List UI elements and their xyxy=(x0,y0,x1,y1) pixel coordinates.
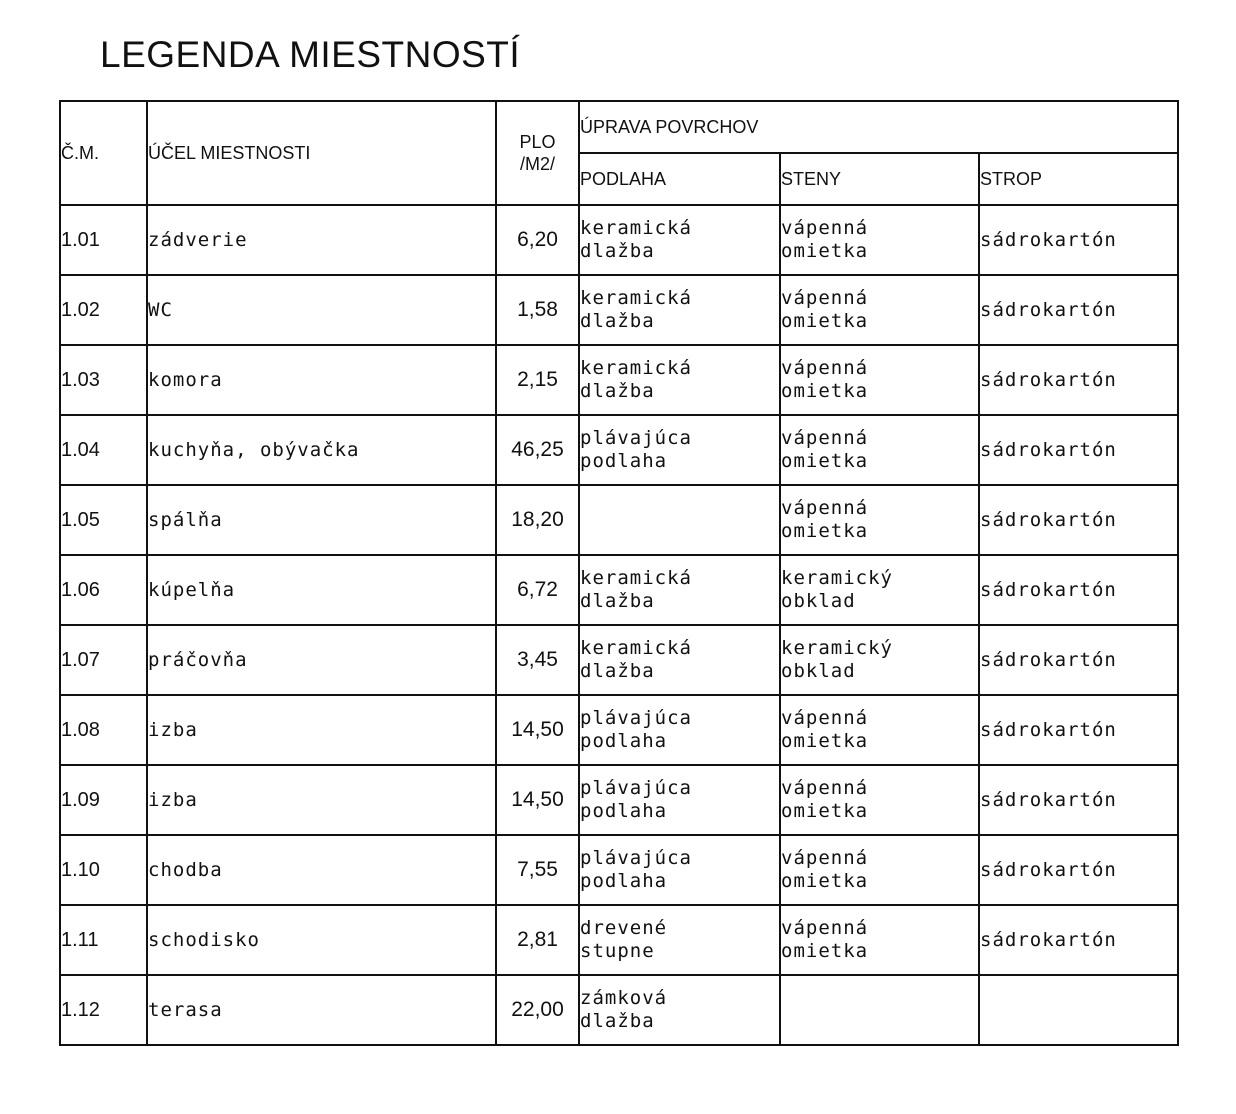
cell-walls xyxy=(780,975,979,1045)
cell-ceiling xyxy=(979,275,1178,345)
cell-area-text: 2,15 xyxy=(517,368,558,391)
cell-walls xyxy=(780,695,979,765)
cell-walls-text: omietka xyxy=(781,310,869,332)
cell-room-purpose-text: schodisko xyxy=(148,928,260,951)
cell-floor-text: stupne xyxy=(580,940,655,962)
cell-area xyxy=(496,345,579,415)
cell-walls xyxy=(780,345,979,415)
cell-walls xyxy=(780,275,979,345)
cell-floor-text: podlaha xyxy=(580,870,668,892)
cell-walls-text: omietka xyxy=(781,380,869,402)
cell-ceiling xyxy=(979,695,1178,765)
cell-area-text: 22,00 xyxy=(511,998,564,1021)
cell-ceiling-text: sádrokartón xyxy=(980,928,1117,951)
cell-room-number-text: 1.10 xyxy=(61,858,100,881)
cell-room-purpose xyxy=(147,275,496,345)
cell-ceiling xyxy=(979,975,1178,1045)
cell-room-purpose-text: kúpelňa xyxy=(148,578,236,601)
cell-walls-text: omietka xyxy=(781,870,869,892)
cell-room-number-text: 1.01 xyxy=(61,228,100,251)
cell-floor xyxy=(579,345,780,415)
cell-walls xyxy=(780,835,979,905)
cell-floor-text: keramická xyxy=(580,287,692,309)
cell-room-number xyxy=(60,905,147,975)
cell-room-purpose-text: komora xyxy=(148,368,223,391)
cell-room-number-text: 1.12 xyxy=(61,998,100,1021)
cell-room-purpose xyxy=(147,695,496,765)
cell-room-purpose-text: izba xyxy=(148,788,198,811)
cell-floor-text: plávajúca xyxy=(580,777,692,799)
cell-walls-text: obklad xyxy=(781,590,856,612)
cell-floor xyxy=(579,205,780,275)
cell-ceiling-text: sádrokartón xyxy=(980,578,1117,601)
cell-ceiling xyxy=(979,415,1178,485)
cell-area-text: 18,20 xyxy=(511,508,564,531)
cell-ceiling xyxy=(979,205,1178,275)
cell-room-number-text: 1.08 xyxy=(61,718,100,741)
cell-ceiling-text: sádrokartón xyxy=(980,788,1117,811)
cell-room-purpose-text: chodba xyxy=(148,858,223,881)
cell-room-number xyxy=(60,835,147,905)
cell-floor xyxy=(579,835,780,905)
cell-floor-text: dlažba xyxy=(580,590,655,612)
cell-walls xyxy=(780,555,979,625)
cell-floor-text: zámková xyxy=(580,987,668,1009)
cell-room-number xyxy=(60,275,147,345)
cell-area xyxy=(496,205,579,275)
cell-walls-text: omietka xyxy=(781,520,869,542)
cell-floor-text: keramická xyxy=(580,637,692,659)
cell-ceiling-text: sádrokartón xyxy=(980,368,1117,391)
cell-ceiling-text: sádrokartón xyxy=(980,298,1117,321)
cell-area-text: 6,72 xyxy=(517,578,558,601)
cell-walls-text: vápenná xyxy=(781,707,869,729)
cell-walls-text: vápenná xyxy=(781,847,869,869)
cell-room-purpose-text: terasa xyxy=(148,998,223,1021)
cell-room-purpose xyxy=(147,205,496,275)
cell-room-number-text: 1.03 xyxy=(61,368,100,391)
cell-room-number-text: 1.06 xyxy=(61,578,100,601)
table-row xyxy=(60,695,1178,765)
cell-floor-text: plávajúca xyxy=(580,707,692,729)
cell-floor-text: keramická xyxy=(580,357,692,379)
cell-area-text: 46,25 xyxy=(511,438,564,461)
header-floor: PODLAHA xyxy=(579,153,780,205)
cell-walls xyxy=(780,905,979,975)
cell-room-number xyxy=(60,345,147,415)
cell-room-number-text: 1.02 xyxy=(61,298,100,321)
header-area-unit: /M2/ xyxy=(519,154,555,174)
header-area xyxy=(496,101,579,205)
cell-walls-text: vápenná xyxy=(781,917,869,939)
cell-area-text: 3,45 xyxy=(517,648,558,671)
cell-walls-text: vápenná xyxy=(781,287,869,309)
cell-room-purpose-text: WC xyxy=(148,298,173,321)
page-title: LEGENDA MIESTNOSTÍ xyxy=(100,34,521,75)
cell-room-purpose-text: práčovňa xyxy=(148,648,248,671)
cell-walls xyxy=(780,415,979,485)
cell-room-number xyxy=(60,975,147,1045)
header-ceiling: STROP xyxy=(979,153,1178,205)
table-row xyxy=(60,905,1178,975)
cell-room-purpose xyxy=(147,765,496,835)
cell-ceiling xyxy=(979,835,1178,905)
cell-ceiling xyxy=(979,345,1178,415)
cell-walls-text: omietka xyxy=(781,730,869,752)
cell-ceiling-text: sádrokartón xyxy=(980,718,1117,741)
cell-walls-text: keramický xyxy=(781,637,893,659)
cell-area xyxy=(496,835,579,905)
cell-area-text: 6,20 xyxy=(517,228,558,251)
cell-room-purpose xyxy=(147,975,496,1045)
table-row xyxy=(60,415,1178,485)
cell-room-purpose xyxy=(147,345,496,415)
table-row xyxy=(60,625,1178,695)
cell-floor xyxy=(579,625,780,695)
cell-walls xyxy=(780,485,979,555)
cell-walls-text: omietka xyxy=(781,800,869,822)
cell-room-number xyxy=(60,555,147,625)
cell-room-purpose-text: kuchyňa, obývačka xyxy=(148,438,360,461)
cell-room-purpose xyxy=(147,905,496,975)
cell-walls xyxy=(780,765,979,835)
cell-room-number-text: 1.05 xyxy=(61,508,100,531)
cell-area-text: 14,50 xyxy=(511,718,564,741)
cell-walls-text: omietka xyxy=(781,940,869,962)
cell-floor-text: plávajúca xyxy=(580,427,692,449)
cell-floor xyxy=(579,695,780,765)
table-row xyxy=(60,345,1178,415)
header-walls: STENY xyxy=(780,153,979,205)
cell-floor xyxy=(579,275,780,345)
cell-ceiling xyxy=(979,905,1178,975)
cell-floor xyxy=(579,415,780,485)
cell-area-text: 2,81 xyxy=(517,928,558,951)
cell-ceiling-text: sádrokartón xyxy=(980,648,1117,671)
cell-floor-text: dlažba xyxy=(580,660,655,682)
table-row xyxy=(60,975,1178,1045)
cell-ceiling-text: sádrokartón xyxy=(980,438,1117,461)
cell-walls-text: vápenná xyxy=(781,357,869,379)
cell-room-purpose xyxy=(147,835,496,905)
cell-area xyxy=(496,765,579,835)
cell-room-purpose xyxy=(147,555,496,625)
cell-area-text: 1,58 xyxy=(517,298,558,321)
cell-area xyxy=(496,555,579,625)
header-surface-group: ÚPRAVA POVRCHOV xyxy=(579,101,1178,153)
cell-room-purpose xyxy=(147,485,496,555)
cell-floor-text: keramická xyxy=(580,567,692,589)
cell-floor xyxy=(579,975,780,1045)
cell-room-number-text: 1.09 xyxy=(61,788,100,811)
cell-walls xyxy=(780,205,979,275)
cell-walls-text: vápenná xyxy=(781,217,869,239)
cell-room-number xyxy=(60,765,147,835)
cell-area xyxy=(496,975,579,1045)
cell-floor-text: dlažba xyxy=(580,1010,655,1032)
header-area-top: PLO xyxy=(519,132,556,152)
cell-floor-text: plávajúca xyxy=(580,847,692,869)
cell-walls-text: vápenná xyxy=(781,427,869,449)
cell-floor-text: dlažba xyxy=(580,240,655,262)
cell-room-number xyxy=(60,625,147,695)
cell-area-text: 14,50 xyxy=(511,788,564,811)
cell-room-purpose-text: spálňa xyxy=(148,508,223,531)
cell-walls-text: omietka xyxy=(781,450,869,472)
cell-ceiling-text: sádrokartón xyxy=(980,508,1117,531)
table-row xyxy=(60,485,1178,555)
cell-ceiling xyxy=(979,625,1178,695)
table-row xyxy=(60,835,1178,905)
cell-ceiling xyxy=(979,485,1178,555)
cell-room-number-text: 1.07 xyxy=(61,648,100,671)
cell-floor-text: dlažba xyxy=(580,310,655,332)
cell-floor xyxy=(579,485,780,555)
cell-area xyxy=(496,905,579,975)
cell-room-number-text: 1.11 xyxy=(61,928,99,951)
cell-room-number-text: 1.04 xyxy=(61,438,100,461)
room-legend-table xyxy=(59,100,1179,1046)
cell-ceiling-text: sádrokartón xyxy=(980,858,1117,881)
cell-room-number xyxy=(60,415,147,485)
cell-room-purpose xyxy=(147,625,496,695)
cell-walls xyxy=(780,625,979,695)
header-room-number: Č.M. xyxy=(60,101,147,205)
cell-area xyxy=(496,625,579,695)
cell-room-purpose-text: zádverie xyxy=(148,228,248,251)
cell-room-number xyxy=(60,205,147,275)
cell-area xyxy=(496,695,579,765)
table-row xyxy=(60,205,1178,275)
header-room-purpose: ÚČEL MIESTNOSTI xyxy=(147,101,496,205)
cell-walls-text: vápenná xyxy=(781,497,869,519)
cell-ceiling xyxy=(979,765,1178,835)
cell-area xyxy=(496,275,579,345)
cell-walls-text: obklad xyxy=(781,660,856,682)
cell-floor-text: drevené xyxy=(580,917,668,939)
cell-walls-text: keramický xyxy=(781,567,893,589)
cell-floor-text: podlaha xyxy=(580,800,668,822)
cell-floor xyxy=(579,765,780,835)
table-row xyxy=(60,275,1178,345)
cell-floor-text: keramická xyxy=(580,217,692,239)
cell-room-number xyxy=(60,695,147,765)
cell-floor xyxy=(579,555,780,625)
table-row xyxy=(60,555,1178,625)
cell-floor-text: dlažba xyxy=(580,380,655,402)
table-row xyxy=(60,765,1178,835)
cell-walls-text: omietka xyxy=(781,240,869,262)
cell-area-text: 7,55 xyxy=(517,858,558,881)
cell-floor-text: podlaha xyxy=(580,450,668,472)
cell-room-purpose-text: izba xyxy=(148,718,198,741)
cell-area xyxy=(496,415,579,485)
cell-walls-text: vápenná xyxy=(781,777,869,799)
cell-floor-text: podlaha xyxy=(580,730,668,752)
cell-room-number xyxy=(60,485,147,555)
cell-ceiling xyxy=(979,555,1178,625)
cell-ceiling-text: sádrokartón xyxy=(980,228,1117,251)
cell-area xyxy=(496,485,579,555)
cell-floor xyxy=(579,905,780,975)
cell-room-purpose xyxy=(147,415,496,485)
